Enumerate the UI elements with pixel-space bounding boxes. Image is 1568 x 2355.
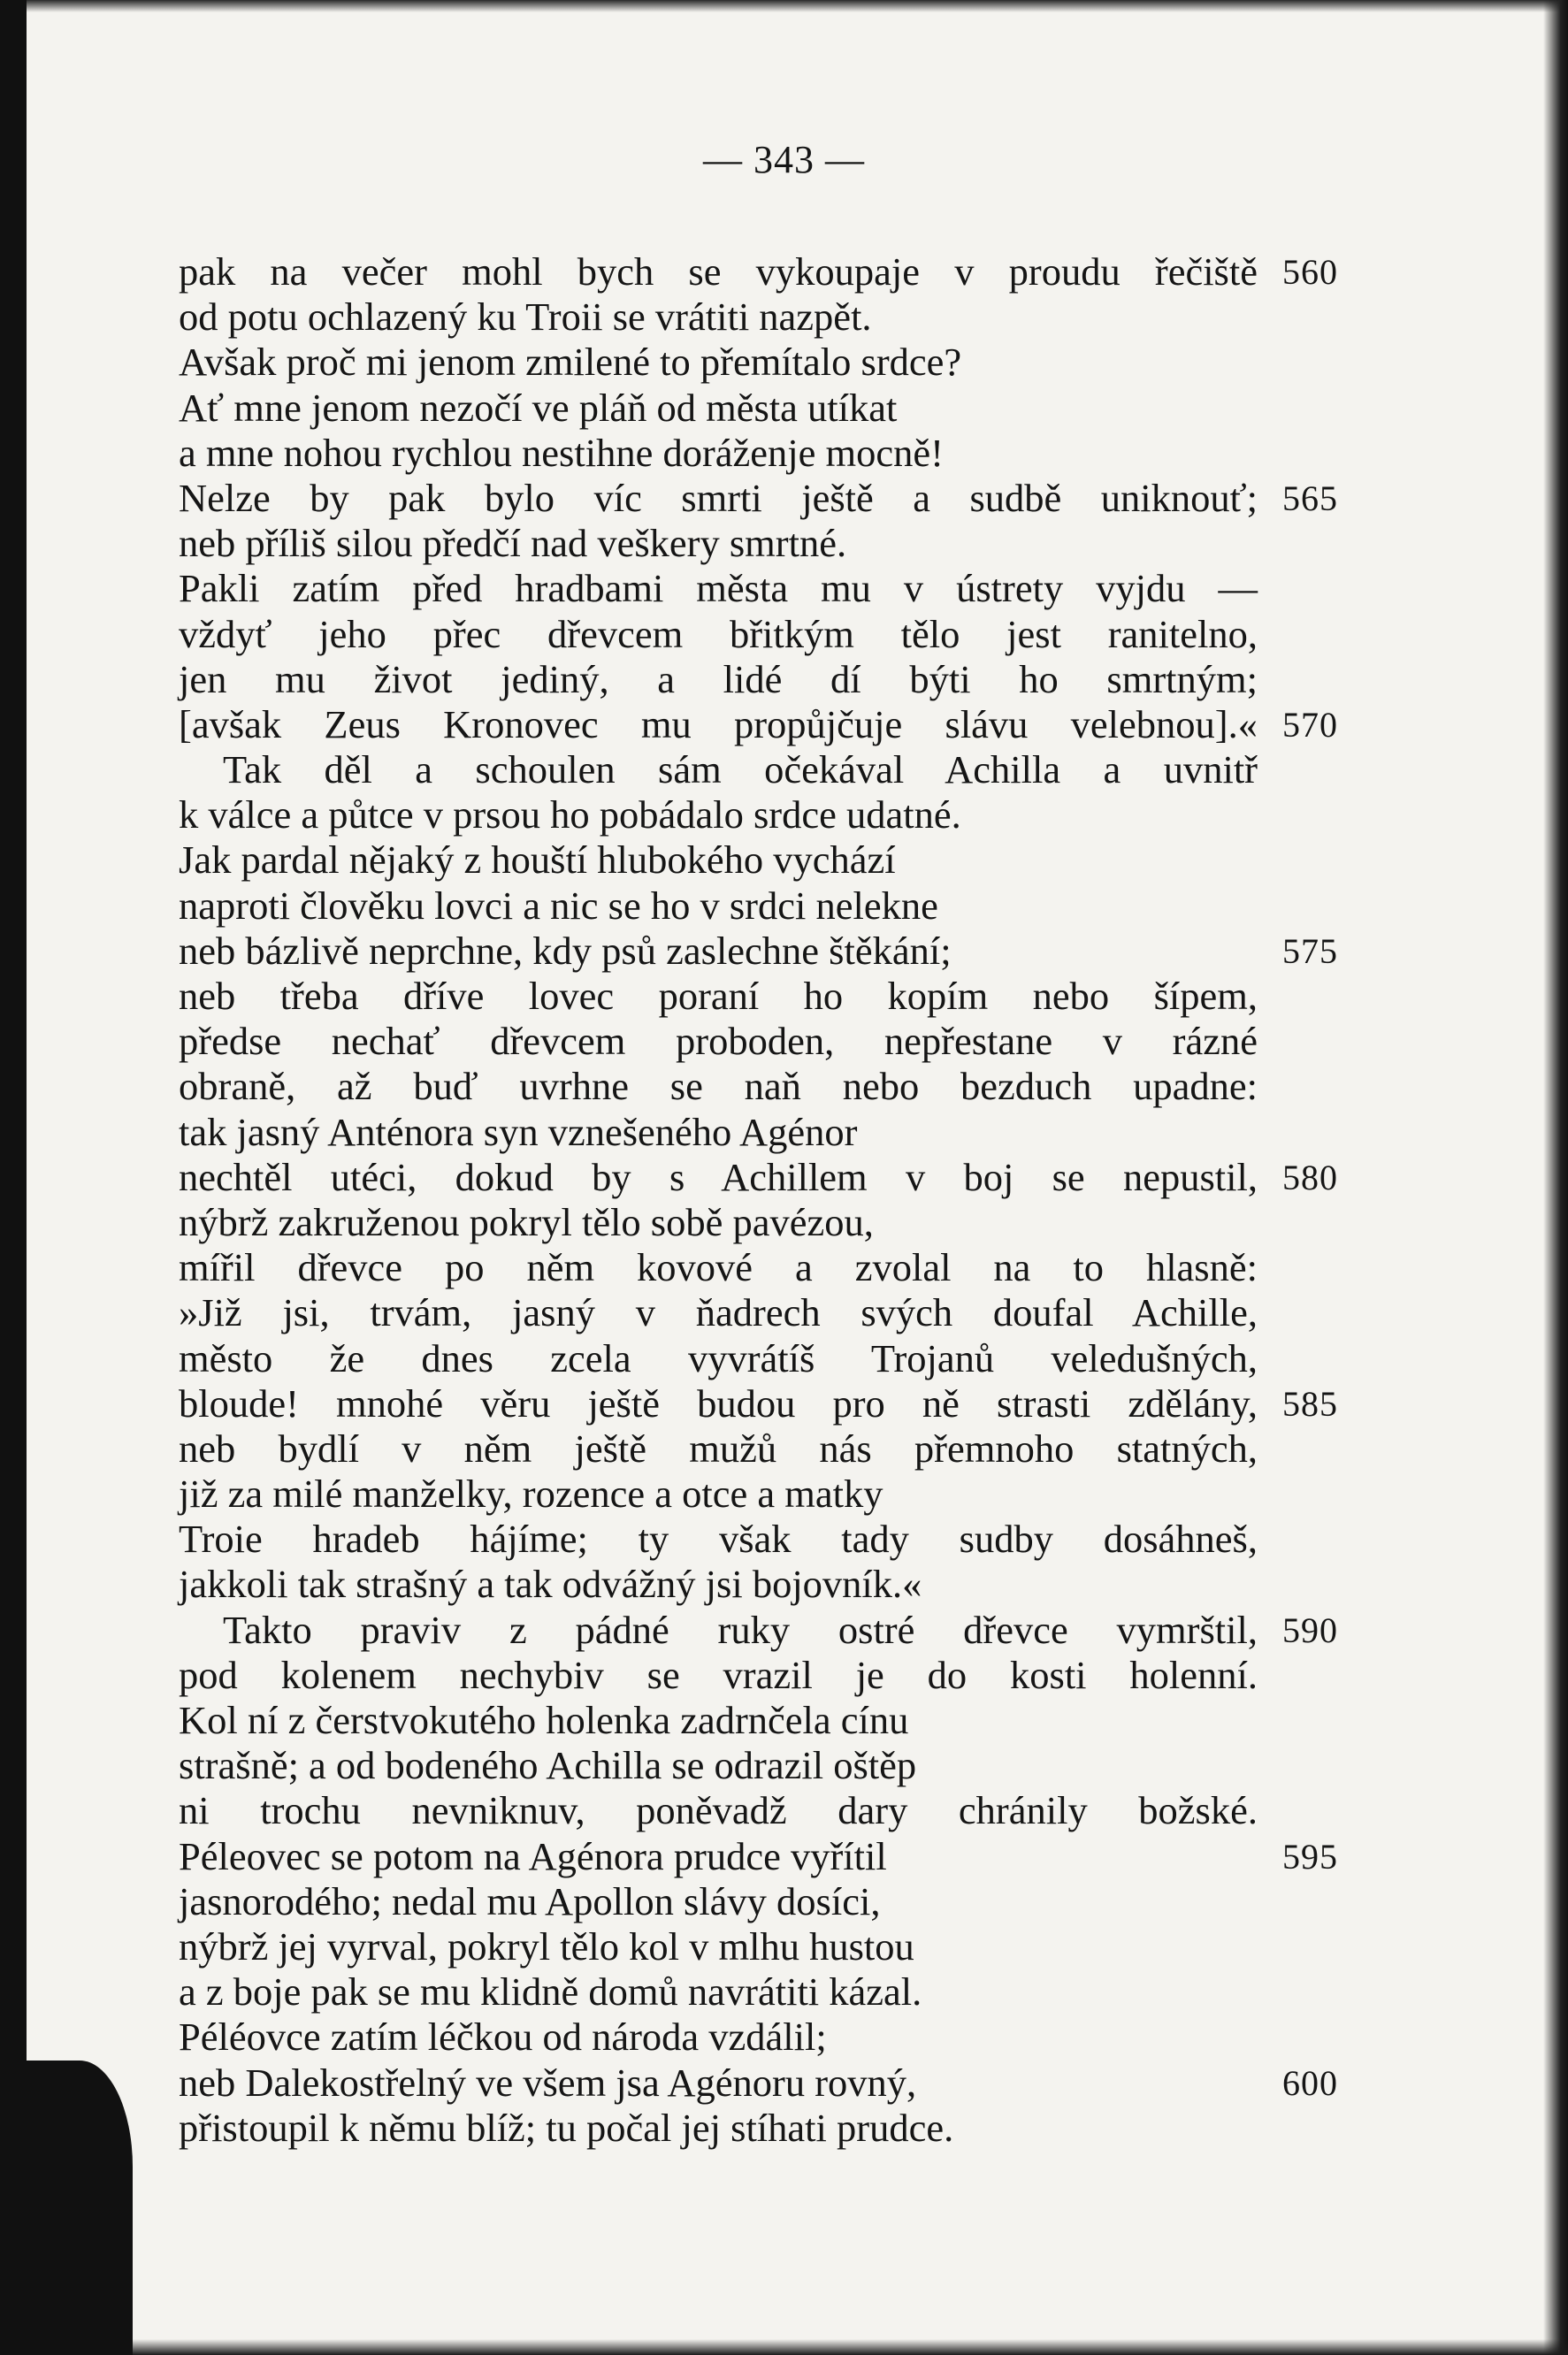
verse-line: [179, 1653, 1364, 1698]
verse-line: [179, 1290, 1364, 1335]
verse-line-text: vždyť jeho přec dřevcem břitkým tělo jest ranitelno,: [179, 611, 1258, 656]
verse-line-text: Nelze by pak bylo víc smrti ještě a sudbě uniknouť;: [179, 475, 1258, 520]
verse-line: [179, 837, 1364, 883]
verse-line: [179, 386, 1364, 431]
verse-line-text: Troie hradeb hájíme; ty však tady sudby dosáhneš,: [179, 1517, 1258, 1562]
verse-line-text: obraně, až buď uvrhne se naň nebo bezduch upadne:: [179, 1064, 1258, 1109]
verse-line: [179, 883, 1364, 929]
verse-text-block: [179, 249, 1364, 2151]
verse-line: [179, 1743, 1364, 1788]
verse-line-text: Ať mne jenom nezočí ve pláň od města utíkat: [179, 385, 898, 430]
verse-line: [179, 929, 1364, 974]
verse-line: [179, 747, 1364, 792]
verse-line: [179, 1245, 1364, 1290]
verse-line-text: neb Dalekostřelný ve všem jsa Agénoru rovný,: [179, 2060, 917, 2105]
verse-line: [179, 1336, 1364, 1381]
verse-line-number: 575: [1282, 930, 1338, 971]
verse-line: [179, 521, 1364, 566]
verse-line-text: neb bydlí v něm ještě mužů nás přemnoho statných,: [179, 1426, 1258, 1471]
verse-line-text: nechtěl utéci, dokud by s Achillem v boj se nepustil,: [179, 1154, 1258, 1199]
verse-line: [179, 294, 1364, 340]
verse-line-text: neb bázlivě neprchne, kdy psů zaslechne štěkání;: [179, 928, 952, 973]
verse-line: [179, 657, 1364, 702]
verse-line-text: Pakli zatím před hradbami města mu v ústrety vyjdu —: [179, 566, 1258, 611]
verse-line-text: Avšak proč mi jenom zmilené to přemítalo srdce?: [179, 340, 962, 385]
verse-line-number: 590: [1282, 1610, 1338, 1650]
verse-line: [179, 792, 1364, 837]
verse-line-text: ni trochu nevniknuv, poněvadž dary chránily božské.: [179, 1788, 1258, 1833]
verse-line-text: již za milé manželky, rozence a otce a matky: [179, 1472, 883, 1517]
verse-line-text: Kol ní z čerstvokutého holenka zadrnčela cínu: [179, 1698, 909, 1742]
verse-line-text: a z boje pak se mu klidně domů navrátiti kázal.: [179, 1969, 922, 2015]
verse-line-number: 560: [1282, 252, 1338, 292]
verse-line-number: 565: [1282, 478, 1338, 518]
verse-line-number: 585: [1282, 1383, 1338, 1424]
verse-line: [179, 1019, 1364, 1064]
verse-line-text: jasnorodého; nedal mu Apollon slávy dosíci,: [179, 1878, 881, 1923]
verse-line-text: Péleovec se potom na Agénora prudce vyřítil: [179, 1833, 887, 1878]
verse-line-number: 600: [1282, 2062, 1338, 2103]
verse-line: [179, 612, 1364, 657]
scan-edge-left: [0, 0, 27, 2355]
verse-line: [179, 1472, 1364, 1517]
verse-line-text: neb třeba dříve lovec poraní ho kopím nebo šípem,: [179, 974, 1258, 1018]
verse-line: [179, 1608, 1364, 1653]
verse-line: [179, 1517, 1364, 1562]
verse-line-text: neb příliš silou předčí nad veškery smrtné.: [179, 521, 847, 566]
verse-line-text: k válce a půtce v prsou ho pobádalo srdce udatné.: [179, 792, 961, 837]
verse-line-text: naproti člověku lovci a nic se ho v srdci nelekne: [179, 883, 938, 928]
verse-line: [179, 1698, 1364, 1743]
verse-line: [179, 249, 1364, 294]
scan-edge-right: [1543, 0, 1568, 2355]
verse-line: [179, 1110, 1364, 1155]
verse-line-text: Takto praviv z pádné ruky ostré dřevce vymrštil,: [223, 1607, 1258, 1652]
verse-line-text: přistoupil k němu blíž; tu počal jej stíhati prudce.: [179, 2105, 954, 2150]
verse-line: [179, 1562, 1364, 1607]
verse-line: [179, 431, 1364, 476]
verse-line-text: bloude! mnohé věru ještě budou pro ně strasti zdělány,: [179, 1380, 1258, 1426]
verse-line: [179, 2061, 1364, 2106]
verse-line-text: tak jasný Anténora syn vznešeného Agénor: [179, 1109, 858, 1154]
verse-line: [179, 340, 1364, 385]
verse-line: [179, 2015, 1364, 2060]
verse-line: [179, 1064, 1364, 1109]
verse-line-text: město že dnes zcela vyvrátíš Trojanů veledušných,: [179, 1335, 1258, 1380]
verse-line-text: pak na večer mohl bych se vykoupaje v proudu řečiště: [179, 249, 1258, 294]
verse-line: [179, 702, 1364, 747]
verse-line-number: 570: [1282, 704, 1338, 745]
verse-line: [179, 1879, 1364, 1924]
page-number-header: — 343 —: [703, 138, 865, 181]
verse-line: [179, 1788, 1364, 1833]
verse-line: [179, 2106, 1364, 2151]
verse-line-text: jen mu život jediný, a lidé dí býti ho smrtným;: [179, 656, 1258, 701]
verse-line: [179, 566, 1364, 611]
verse-line-text: jakkoli tak strašný a tak odvážný jsi bojovník.«: [179, 1562, 922, 1607]
verse-line: [179, 1200, 1364, 1245]
verse-line: [179, 1969, 1364, 2015]
verse-line: [179, 1426, 1364, 1472]
scan-edge-top: [0, 0, 1568, 12]
verse-line-text: »Již jsi, trvám, jasný v ňadrech svých doufal Achille,: [179, 1290, 1258, 1335]
verse-line: [179, 1924, 1364, 1969]
verse-line-text: a mne nohou rychlou nestihne doráženje mocně!: [179, 430, 944, 475]
scan-edge-bottom: [0, 2339, 1568, 2355]
verse-line-text: nýbrž jej vyrval, pokryl tělo kol v mlhu hustou: [179, 1923, 914, 1969]
verse-line-text: Péléovce zatím léčkou od národa vzdálil;: [179, 2015, 827, 2060]
verse-line: [179, 1381, 1364, 1426]
verse-line-text: Jak pardal nějaký z houští hlubokého vychází: [179, 837, 896, 883]
verse-line-text: předse nechať dřevcem proboden, nepřestane v rázné: [179, 1019, 1258, 1064]
verse-line-number: 595: [1282, 1836, 1338, 1877]
verse-line-text: mířil dřevce po něm kovové a zvolal na to hlasně:: [179, 1245, 1258, 1290]
verse-line-text: strašně; a od bodeného Achilla se odrazil oštěp: [179, 1743, 917, 1788]
scan-stain: [0, 2061, 133, 2355]
verse-line-text: od potu ochlazený ku Troii se vrátiti nazpět.: [179, 294, 872, 340]
verse-line: [179, 974, 1364, 1019]
verse-line-text: Tak děl a schoulen sám očekával Achilla a uvnitř: [223, 747, 1258, 792]
verse-line: [179, 476, 1364, 521]
verse-line-text: nýbrž zakruženou pokryl tělo sobě pavézou,: [179, 1199, 874, 1244]
verse-line-text: pod kolenem nechybiv se vrazil je do kosti holenní.: [179, 1652, 1258, 1697]
verse-line: [179, 1155, 1364, 1200]
verse-line-number: 580: [1282, 1157, 1338, 1197]
verse-line: [179, 1834, 1364, 1879]
verse-line-text: [avšak Zeus Kronovec mu propůjčuje slávu velebnou].«: [179, 701, 1258, 746]
